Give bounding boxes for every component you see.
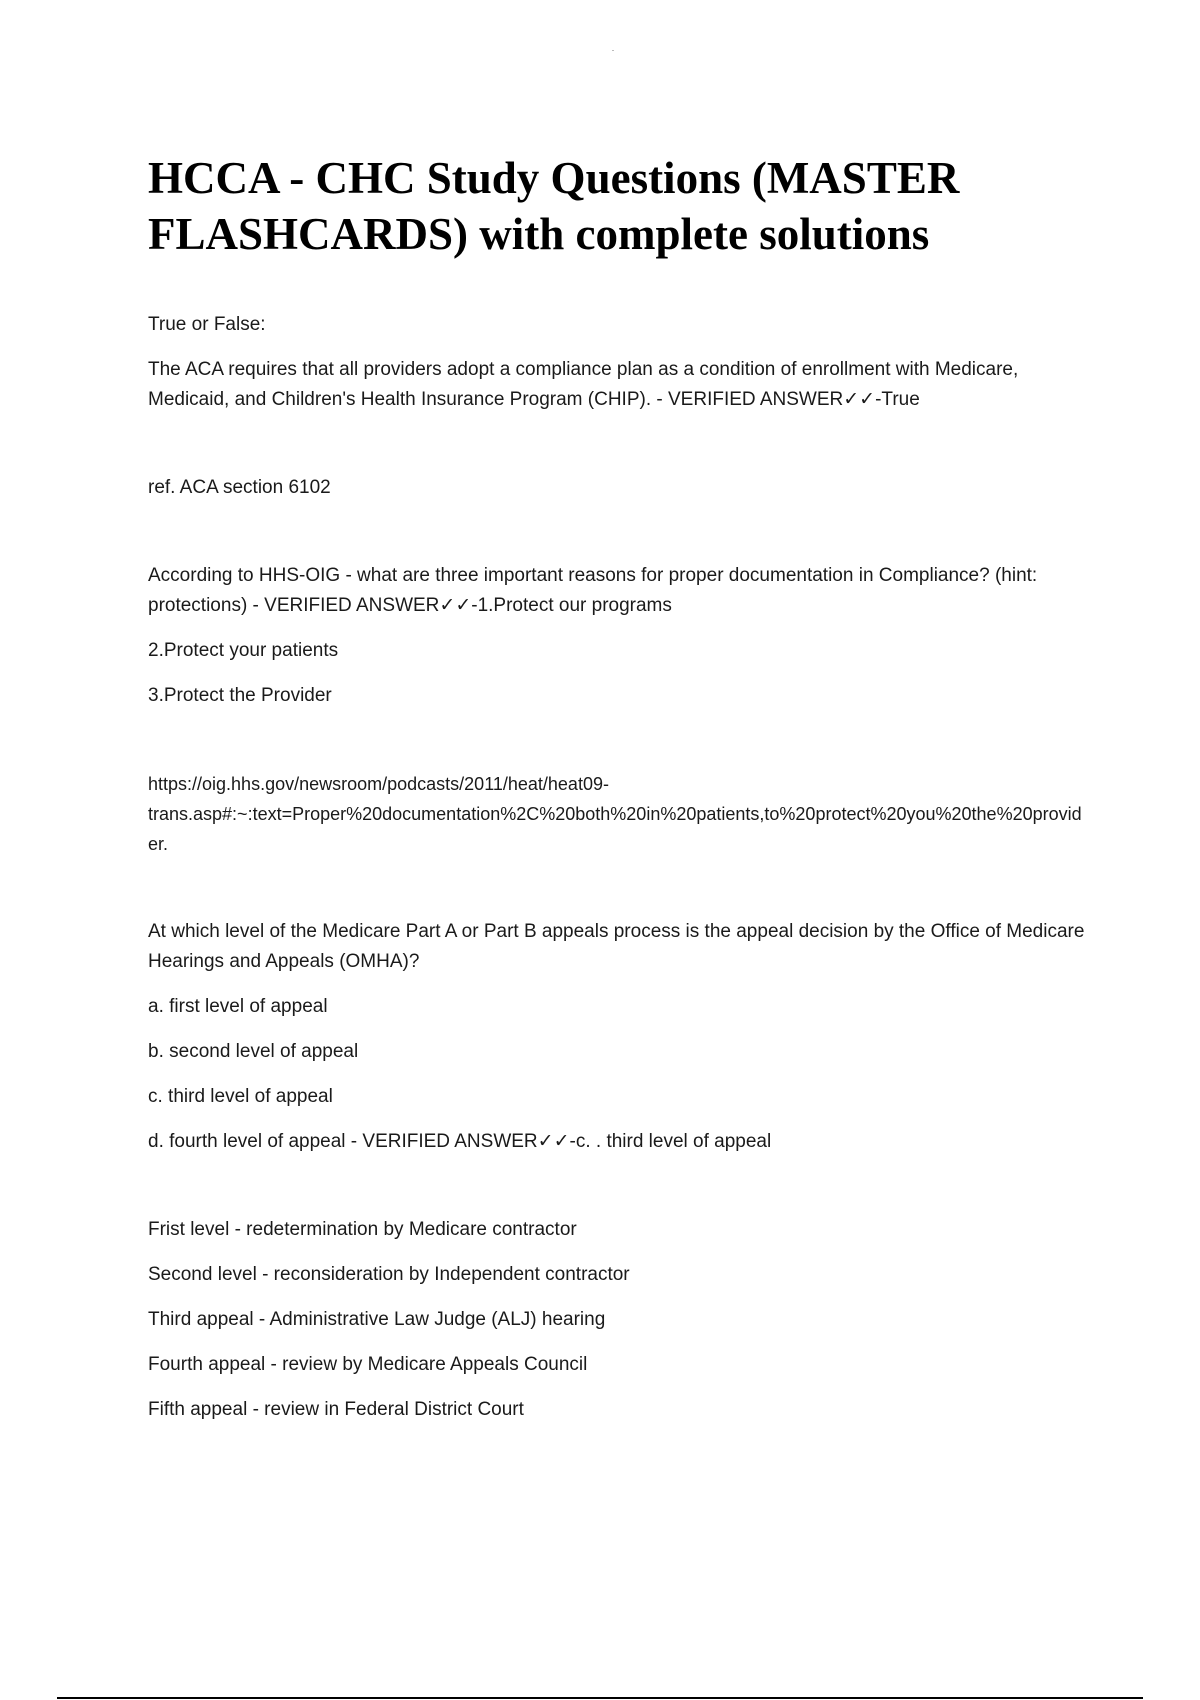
page-top-mark <box>612 50 614 51</box>
q1-question: The ACA requires that all providers adopt a compliance plan as a condition of enrollment with Medicare, Medicaid, and Children's Health Insurance Program (CHIP). - VERIFIED ANSWER✓✓-True <box>148 359 1019 410</box>
appeal-level-5: Fifth appeal - review in Federal District Court <box>148 1399 524 1420</box>
title-line-2: FLASHCARDS) with complete solutions <box>148 209 930 259</box>
q3-option-a: a. first level of appeal <box>148 996 328 1017</box>
appeal-level-4: Fourth appeal - review by Medicare Appeals Council <box>148 1354 588 1375</box>
title-line-1: HCCA - CHC Study Questions (MASTER <box>148 153 960 203</box>
q2-question: According to HHS-OIG - what are three important reasons for proper documentation in Compliance? (hint: protections) - VERIFIED ANSWER✓✓-1.Protect our programs <box>148 565 1038 616</box>
appeal-level-3: Third appeal - Administrative Law Judge (ALJ) hearing <box>148 1309 606 1330</box>
document-title <box>148 150 1088 262</box>
q2-source-url: https://oig.hhs.gov/newsroom/podcasts/2011/heat/heat09-trans.asp#:~:text=Proper%20documentation%2C%20both%20in%20patients,to%20protect%20you%20the%20provider. <box>148 774 1082 854</box>
q2-item-3: 3.Protect the Provider <box>148 685 332 706</box>
q3-option-d-answer: d. fourth level of appeal - VERIFIED ANSWER✓✓-c. . third level of appeal <box>148 1131 772 1152</box>
q3-option-c: c. third level of appeal <box>148 1086 333 1107</box>
q2-item-2: 2.Protect your patients <box>148 640 339 661</box>
q3-option-b: b. second level of appeal <box>148 1041 359 1062</box>
appeal-level-2: Second level - reconsideration by Independent contractor <box>148 1264 630 1285</box>
q3-question: At which level of the Medicare Part A or Part B appeals process is the appeal decision by the Office of Medicare Hearings and Appeals (OMHA)? <box>148 921 1085 972</box>
q1-reference: ref. ACA section 6102 <box>148 477 331 498</box>
q1-label: True or False: <box>148 314 266 335</box>
document-page <box>148 150 1088 1440</box>
appeal-level-1: Frist level - redetermination by Medicare contractor <box>148 1219 577 1240</box>
bottom-divider <box>57 1697 1143 1699</box>
